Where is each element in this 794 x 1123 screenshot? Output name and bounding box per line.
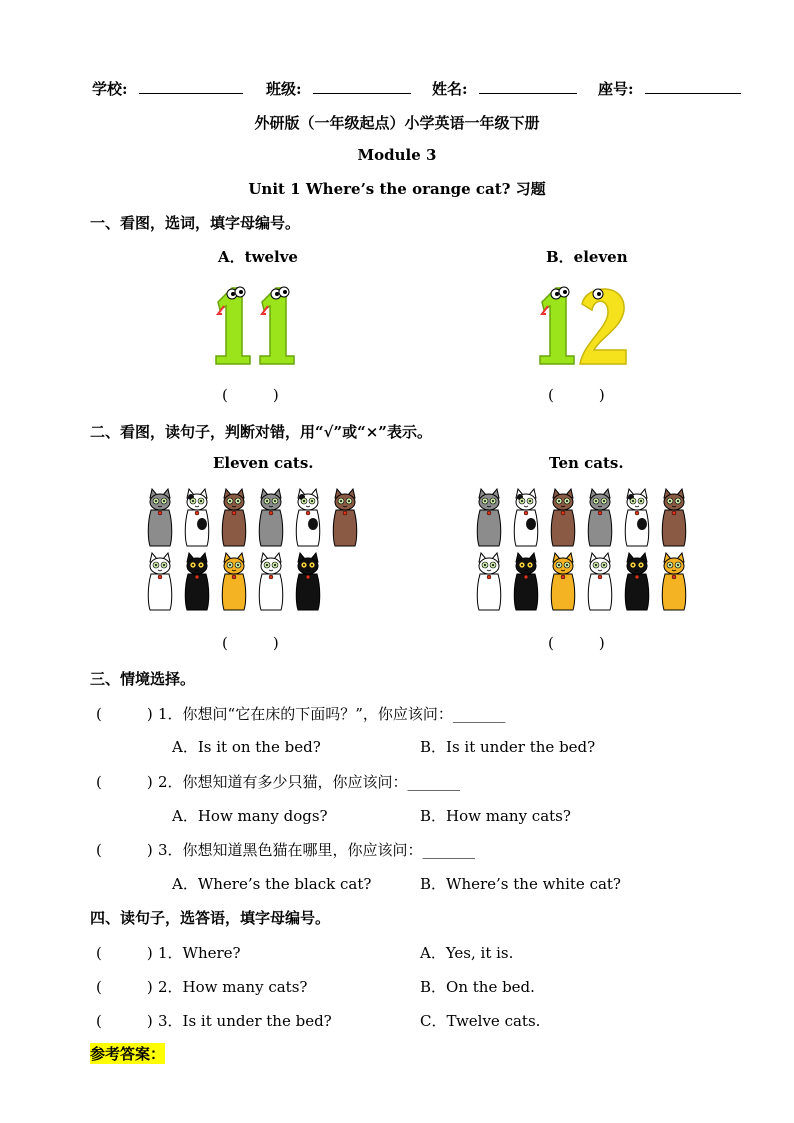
cat-icon	[293, 488, 323, 548]
cat-icon	[145, 488, 175, 548]
section1-heading: 一、看图，选词，填字母编号。	[90, 214, 301, 232]
section3-q3-option-b: B．Where’s the white cat?	[420, 875, 621, 893]
cat-icon	[293, 552, 323, 612]
cat-icon	[622, 552, 652, 612]
cat-icon	[548, 488, 578, 548]
cat-icon	[511, 552, 541, 612]
cat-icon	[219, 552, 249, 612]
section3-question-1: 1．你想问“它在床的下面吗？”，你应该问：_______	[158, 705, 506, 723]
cat-icon	[256, 552, 286, 612]
answer-key-label: 参考答案：	[90, 1045, 166, 1063]
section3-paren-2[interactable]: ( )	[96, 773, 153, 791]
section4-paren-1[interactable]: ( )	[96, 944, 153, 962]
section3-heading: 三、情境选择。	[90, 670, 196, 688]
section2-paren-1[interactable]: ( )	[222, 634, 279, 652]
cat-group-twelve	[474, 488, 694, 618]
cat-icon	[474, 552, 504, 612]
section2-caption-2: Ten cats.	[549, 454, 624, 472]
number-eleven-picture	[210, 280, 305, 366]
name-field[interactable]	[479, 79, 577, 94]
seat-label: 座号:	[598, 80, 634, 98]
cat-icon	[182, 488, 212, 548]
cat-icon	[182, 552, 212, 612]
title-line3: Unit 1 Where’s the orange cat? 习题	[248, 180, 546, 198]
seat-field[interactable]	[645, 79, 741, 94]
section3-q2-option-a: A．How many dogs?	[172, 807, 328, 825]
cat-icon	[474, 488, 504, 548]
section3-q3-option-a: A．Where’s the black cat?	[172, 875, 372, 893]
section4-answer-b: B．On the bed.	[420, 978, 535, 996]
cat-icon	[622, 488, 652, 548]
cat-icon	[256, 488, 286, 548]
name-label: 姓名:	[432, 80, 468, 98]
section4-answer-c: C．Twelve cats.	[420, 1012, 541, 1030]
section4-question-1: 1．Where?	[158, 944, 241, 962]
section3-paren-1[interactable]: ( )	[96, 705, 153, 723]
cat-icon	[511, 488, 541, 548]
cat-icon	[585, 488, 615, 548]
school-label: 学校:	[92, 80, 128, 98]
number-twelve-picture	[534, 280, 634, 366]
section4-question-2: 2．How many cats?	[158, 978, 308, 996]
section4-answer-a: A．Yes, it is.	[420, 944, 514, 962]
section1-option-a: A．twelve	[218, 248, 298, 266]
header-row	[92, 78, 741, 99]
cat-icon	[548, 552, 578, 612]
section1-paren-1[interactable]: ( )	[222, 386, 279, 404]
cat-icon	[330, 488, 360, 548]
section2-paren-2[interactable]: ( )	[548, 634, 605, 652]
cat-group-eleven	[145, 488, 365, 618]
section3-paren-3[interactable]: ( )	[96, 841, 153, 859]
section4-paren-2[interactable]: ( )	[96, 978, 153, 996]
section4-paren-3[interactable]: ( )	[96, 1012, 153, 1030]
school-field[interactable]	[139, 79, 243, 94]
class-field[interactable]	[313, 79, 411, 94]
title-line1: 外研版（一年级起点）小学英语一年级下册	[254, 114, 540, 132]
section1-paren-2[interactable]: ( )	[548, 386, 605, 404]
section2-heading: 二、看图，读句子，判断对错，用“√”或“×”表示。	[90, 423, 432, 441]
cat-icon	[145, 552, 175, 612]
cat-icon	[659, 488, 689, 548]
class-label: 班级:	[266, 80, 302, 98]
section4-question-3: 3．Is it under the bed?	[158, 1012, 332, 1030]
section3-q1-option-a: A．Is it on the bed?	[172, 738, 321, 756]
section3-q1-option-b: B．Is it under the bed?	[420, 738, 596, 756]
cat-icon	[219, 488, 249, 548]
cat-icon	[585, 552, 615, 612]
title-line2: Module 3	[357, 146, 437, 164]
section1-option-b: B．eleven	[546, 248, 628, 266]
section3-q2-option-b: B．How many cats?	[420, 807, 571, 825]
cat-icon	[659, 552, 689, 612]
section3-question-3: 3．你想知道黑色猫在哪里，你应该问：_______	[158, 841, 476, 859]
section4-heading: 四、读句子，选答语，填字母编号。	[90, 909, 331, 927]
section3-question-2: 2．你想知道有多少只猫，你应该问：_______	[158, 773, 461, 791]
section2-caption-1: Eleven cats.	[213, 454, 314, 472]
